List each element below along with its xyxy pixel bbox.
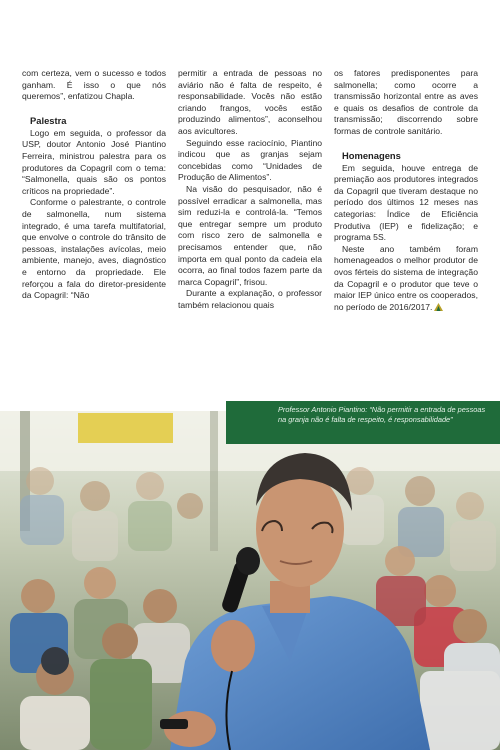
- article-column-2: [178, 68, 322, 311]
- column-1-paragraph-1: com certeza, vem o sucesso e todos ganham. É isso o que nós queremos”, enfatizou Chapla.: [22, 68, 166, 102]
- section-heading-homenagens: Homenagens: [342, 149, 401, 161]
- column-3-paragraph-2: Em seguida, houve entrega de premiação aos produtores integrados da Copagril que tiveram destaque no período dos últimos 12 meses nas categorias: Índice de Eficiência Produtiva (IEP) e fidelização; e programa 5S.: [334, 162, 478, 243]
- column-1-paragraph-2: Logo em seguida, o professor da USP, doutor Antonio José Piantino Ferreira, ministrou palestra para os produtores da Copagril com o tema: “Salmonella, quais são os pontos críticos na propriedade”.: [22, 127, 166, 196]
- article-column-3: [334, 68, 478, 313]
- photo-caption-box: [226, 401, 500, 444]
- speaker-photo: [0, 411, 500, 750]
- column-2-paragraph-2: Seguindo esse raciocínio, Piantino indicou que as granjas sejam concebidas como “Unidades de Produção de Alimentos”.: [178, 137, 322, 183]
- column-3-paragraph-3: [334, 244, 478, 314]
- column-3-paragraph-3-text: Neste ano também foram homenageados o melhor produtor de ovos férteis do sistema de integração da Copagril e o produtor que teve o maior IEP único entre os cooperados, no período de 2016/2017.: [334, 243, 478, 312]
- article-columns: [22, 68, 478, 364]
- section-heading-palestra: Palestra: [30, 114, 67, 126]
- column-1-paragraph-3: Conforme o palestrante, o controle de salmonella, num sistema integrado, é uma tarefa multifatorial, que envolve o controle do trânsito de pessoas, instalações avícolas, meio ambiente, manejo, aves, diagnóstico e entorno da propriedade. Ele reforçou a fala do diretor-presidente da Copagril: “Não: [22, 197, 166, 301]
- column-2-paragraph-3: Na visão do pesquisador, não é possível erradicar a salmonella, mas sim reduzi-la e controlá-la. “Temos que entregar sempre um produto com risco zero de salmonella e precisamos entender que, não importa em qual ponto da cadeia ela ocorra, ao final todos fazem parte da marca Copagril”, frisou.: [178, 183, 322, 287]
- column-2-paragraph-4: Durante a explanação, o professor também relacionou quais: [178, 288, 322, 310]
- column-3-paragraph-1: os fatores predisponentes para salmonella; como ocorre a transmissão horizontal entre as aves e quais os desafios de controle da transmissão; discorrendo sobre formas de controle sanitário.: [334, 68, 478, 136]
- end-of-article-icon: [434, 303, 443, 311]
- article-column-1: [22, 68, 166, 302]
- column-2-paragraph-1: permitir a entrada de pessoas no aviário não é falta de respeito, é responsabilidade. Vocês não estão criando frangos, vocês estão produzindo alimentos”, aconselhou aos avicultores.: [178, 68, 322, 136]
- photo-caption: Professor Antonio Piantino: “Não permitir a entrada de pessoas na granja não é falta de respeito, é responsabilidade”: [278, 405, 486, 424]
- speaker-photo-illustration: [0, 411, 500, 750]
